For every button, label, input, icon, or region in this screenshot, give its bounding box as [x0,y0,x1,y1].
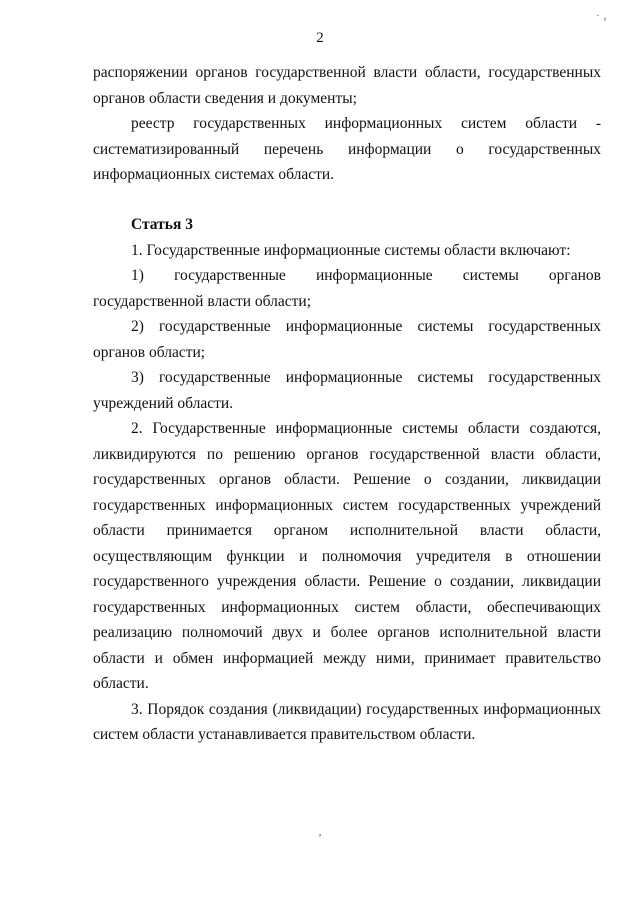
paragraph-continuation: распоряжении органов государственной власти области, государственных органов области сведения и документы; [93,64,601,107]
article-item-1: 1) государственные информационные системы органов государственной власти области; [93,267,601,310]
article-paragraph-3: 3. Порядок создания (ликвидации) государственных информационных систем области устанавливается правительством области. [93,700,601,743]
page-number: 2 [316,30,324,46]
article-item-3: 3) государственные информационные системы государственных учреждений области. [93,369,601,412]
scan-artifact-bottom: ‚ [318,824,322,838]
scan-artifact-corner: · ‚ [596,8,607,22]
article-item-2: 2) государственные информационные системы государственных органов области; [93,318,601,361]
article-3 [93,212,601,748]
article-paragraph-1: 1. Государственные информационные системы области включают: [131,241,571,259]
article-heading: Статья 3 [131,216,193,233]
paragraph-registry-definition: реестр государственных информационных систем области - систематизированный перечень информации о государственных информационных системах области. [93,115,601,183]
article-paragraph-2: 2. Государственные информационные системы области создаются, ликвидируются по решению органов государственной власти области, государственных органов области. Решение о создании, ликвидации государственных информационных систем государственных учреждений области принимается органом исполнительной власти области, осуществляющим функции и полномочия учредителя в отношении государственного учреждения области. Решение о создании, ликвидации государственных информационных систем области, обеспечивающих реализацию полномочий двух и более органов исполнительной власти области и обмен информацией между ними, принимает правительство области. [93,420,601,692]
top-text-block [93,60,601,188]
